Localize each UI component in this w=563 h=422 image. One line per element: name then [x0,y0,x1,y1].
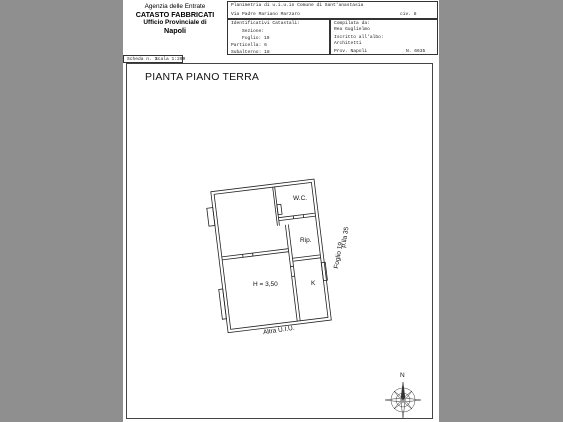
agency-name: Agenzia delle Entrate [144,3,206,10]
subalterno-field: Subalterno: 18 [231,50,270,55]
albo-label: Architetti [334,41,362,46]
particella-field: Particella: 6 [231,43,267,48]
identificativi-title: Identificativi Catastali: [231,21,300,26]
room-label-rip: Rip. [300,237,312,244]
prov-label: Prov. Napoli [334,49,368,54]
ufficio-label: Ufficio Provinciale di [143,19,207,26]
room-label-k: K [311,280,316,287]
compilata-name: Rea Guglielmo [334,27,370,32]
iscritto-label: Iscritto all'albo: [334,35,384,40]
address-text: Via Padre Mariano Marzaro [231,12,300,17]
civic-number: civ. 8 [400,12,417,17]
compass-rose [385,382,421,418]
catasto-label: CATASTO FABBRICATI [135,10,215,19]
floor-plan [123,0,439,422]
plan-walls [205,179,332,333]
albo-number: N. 6635 [406,49,426,54]
height-label: H = 3,50 [253,281,278,288]
sezione-field: Sezione: [242,29,265,34]
compilata-title: Compilata da: [334,21,370,26]
foglio-side-label: Foglio 19 [333,241,345,270]
plla-side-label: p.lla 35 [340,226,351,249]
city-label: Napoli [164,26,186,35]
cadastral-sheet [123,0,439,422]
scheda-number: Scheda n. 1 [127,57,158,62]
planimetria-text: Planimetria di u.i.u.in Comune di Sant'anastasia [231,3,364,8]
room-label-wc: W.C. [293,195,308,202]
plan-title: PIANTA PIANO TERRA [145,71,260,83]
scala-label: Scala 1:200 [155,57,186,62]
foglio-field: Foglio: 19 [242,36,270,41]
altra-uiu-label: Altra U.I.U. [262,324,296,337]
north-label: N [400,372,405,379]
